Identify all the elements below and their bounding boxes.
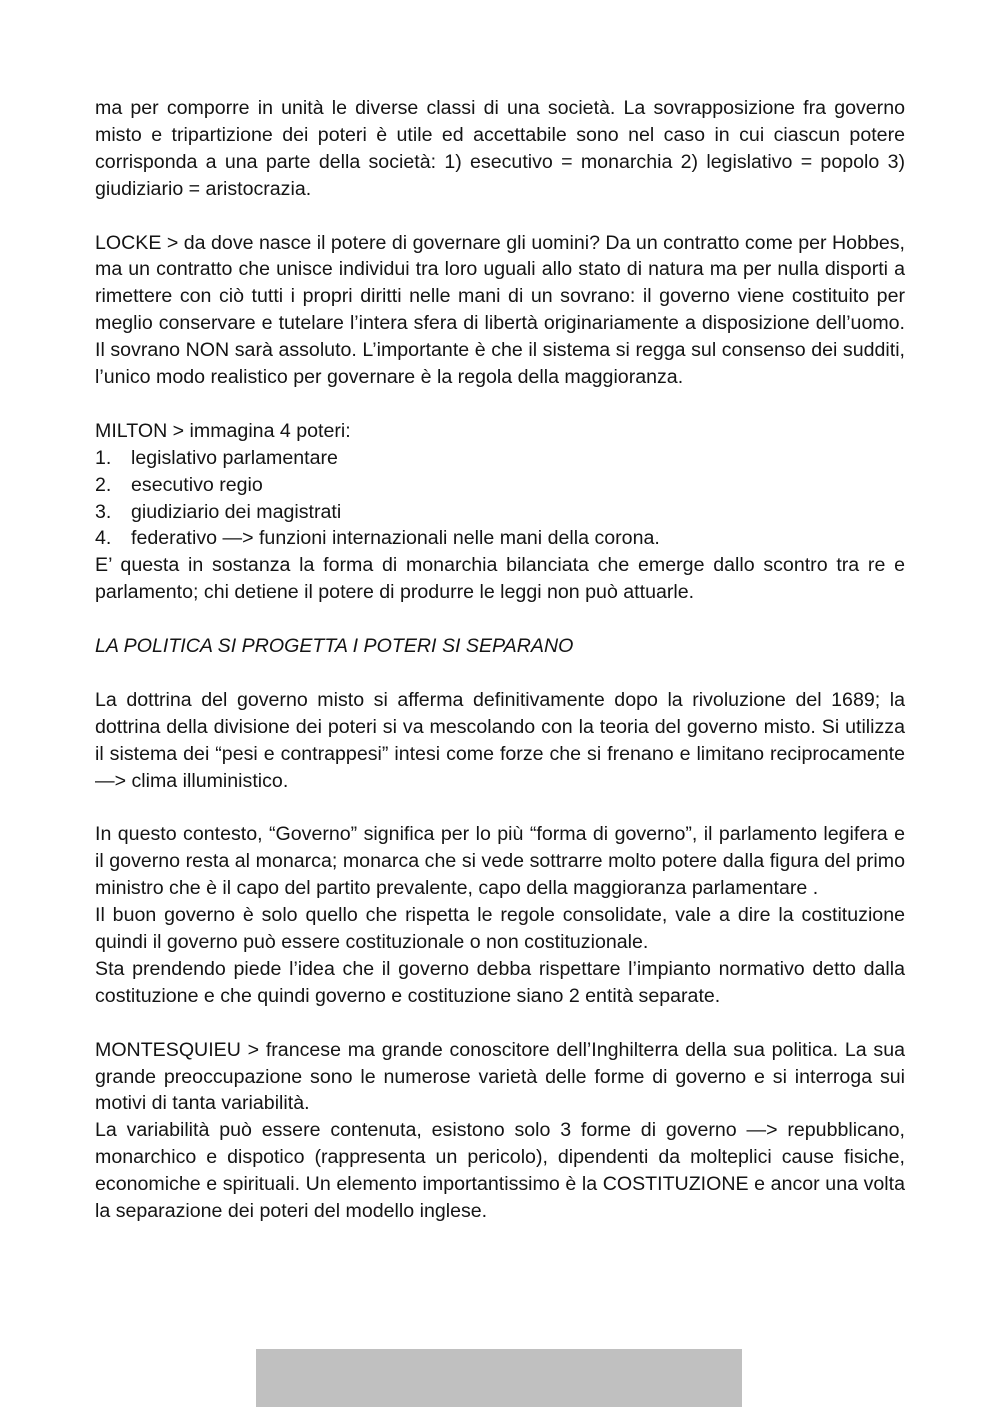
list-item-text: legislativo parlamentare [131,446,338,469]
list-item-number: 2. [95,473,112,496]
list-item [95,445,905,472]
paragraph-milton-intro: MILTON > immagina 4 poteri: [95,419,351,442]
paragraph-good-government: Il buon governo è solo quello che rispetta le regole consolidate, vale a dire la costituzione quindi il governo può essere costituzionale o non costituzionale. [95,904,905,954]
paragraph-variability: La variabilità può essere contenuta, esistono solo 3 forme di governo —> repubblicano, monarchico e dispotico (rappresenta un pericolo), dipendenti da molteplici cause fisiche, economiche e spirituali. Un elemento importantissimo è la COSTITUZIONE e ancor una volta la separazione dei poteri del modello inglese. [95,1119,905,1223]
paragraph-doctrine: La dottrina del governo misto si afferma definitivamente dopo la rivoluzione del 1689; la dottrina della divisione dei poteri si va mescolando con la teoria del governo misto. Si utilizza il sistema dei “pesi e contrappesi” intesi come forze che si frenano e limitano reciprocamente —> clima illuministico. [95,688,905,792]
spacer [95,1010,905,1037]
list-item [95,525,905,552]
section-heading: LA POLITICA SI PROGETTA I POTERI SI SEPARANO [95,635,574,658]
list-item [95,499,905,526]
spacer [95,795,905,822]
paragraph-mixed-government: ma per comporre in unità le diverse classi di una società. La sovrapposizione fra governo misto e tripartizione dei poteri è utile ed accettabile sono nel caso in cui ciascun potere corrisponda a una parte della società: 1) esecutivo = monarchia 2) legislativo = popolo 3) giudiziario = aristocrazia. [95,97,905,200]
paragraph-constitution: Sta prendendo piede l’idea che il governo debba rispettare l’impianto normativo detto dalla costituzione e che quindi governo e costituzione siano 2 entità separate. [95,957,905,1007]
paragraph-balanced-monarchy: E’ questa in sostanza la forma di monarchia bilanciata che emerge dallo scontro tra re e parlamento; chi detiene il potere di produrre le leggi non può attuarle. [95,554,905,604]
paragraph-montesquieu: MONTESQUIEU > francese ma grande conoscitore dell’Inghilterra della sua politica. La sua grande preoccupazione sono le numerose varietà delle forme di governo e si interroga sui motivi di tanta variabilità. [95,1038,905,1115]
spacer [95,391,905,418]
list-item-text: federativo —> funzioni internazionali nelle mani della corona. [131,527,660,550]
spacer [95,203,905,230]
list-item [95,472,905,499]
spacer [95,606,905,633]
list-item-text: giudiziario dei magistrati [131,500,342,523]
spacer [95,660,905,687]
paragraph-context: In questo contesto, “Governo” significa per lo più “forma di governo”, il parlamento legifera e il governo resta al monarca; monarca che si vede sottrarre molto potere dalla figura del primo ministro che è il capo del partito prevalente, capo della maggioranza parlamentare . [95,823,905,900]
list-item-number: 3. [95,500,112,523]
paragraph-locke: LOCKE > da dove nasce il potere di governare gli uomini? Da un contratto come per Hobbes, ma un contratto che unisce individui tra loro uguali allo stato di natura ma per nulla disporti a rimettere con ciò tutti i propri diritti nelle mani di un sovrano: il governo viene costituito per meglio conservare e tutelare l’intera sfera di libertà originariamente a disposizione dell’uomo. Il sovrano NON sarà assoluto. L’importante è che il sistema si regga sul consenso dei sudditi, l’unico modo realistico per governare è la regola della maggioranza. [95,231,905,389]
milton-powers-list [95,445,905,553]
list-item-text: esecutivo regio [131,473,263,496]
footer-bar [256,1349,742,1407]
list-item-number: 4. [95,527,112,550]
list-item-number: 1. [95,446,112,469]
document-page [95,95,905,1225]
